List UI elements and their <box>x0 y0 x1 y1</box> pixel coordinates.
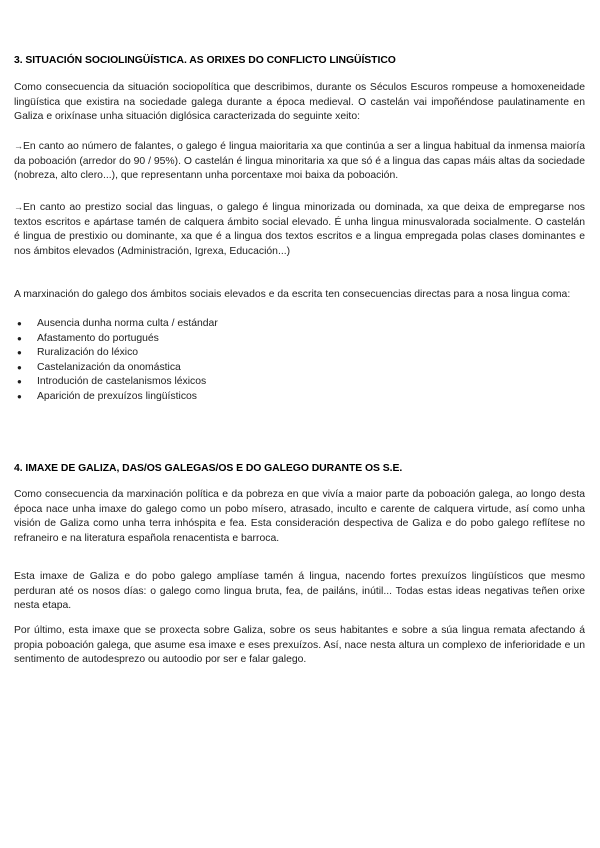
document-page <box>13 0 589 848</box>
list-item: ● Castelanización da onomástica <box>14 361 574 376</box>
list-item: ● Ruralización do léxico <box>14 346 574 361</box>
section-4-heading: 4. IMAXE DE GALIZA, DAS/OS GALEGAS/OS E DO GALEGO DURANTE OS S.E. <box>14 463 403 474</box>
section-3-point-numbers <box>14 139 585 184</box>
point-text: En canto ao prestizo social das linguas, o galego é lingua minorizada ou dominada, xa que deixa de empregarse nos textos escritos e apártase tamén de calquera ámbito social elevado. É unha lingua minusvalorada socialmente. O castelán é lingua de prestixio ou dominante, xa que é a lingua dos textos escritos e a lingua empregada polas clases dominantes e nos ámbitos elevados (Administración, Igrexa, Educación...) <box>14 202 585 257</box>
list-item: ● Introdución de castelanismos léxicos <box>14 375 574 390</box>
list-item: ● Ausencia dunha norma culta / estándar <box>14 317 574 332</box>
section-4-paragraph-3: Por último, esta imaxe que se proxecta sobre Galiza, sobre os seus habitantes e sobre a súa lingua remata afectando á propia poboación galega, que asume esa imaxe e eses prexuízos. Así, nace nesta altura un complexo de inferioridade e un sentimento de autodesprezo ou autoodio por ser e falar galego. <box>14 625 585 665</box>
section-4-paragraph-2: Esta imaxe de Galiza e do pobo galego amplíase tamén á lingua, nacendo fortes prexuízos lingüísticos que mesmo perduran até os nosos días: o galego como lingua bruta, fea, de pailáns, inútil... Todas estas ideas negativas teñen orixe nesta etapa. <box>14 571 585 611</box>
list-item: ● Aparición de prexuízos lingüísticos <box>14 390 574 405</box>
list-item: ● Afastamento do portugués <box>14 332 574 347</box>
section-3-point-prestige <box>14 200 585 259</box>
section-3-intro: Como consecuencia da situación sociopolítica que describimos, durante os Séculos Escuros rompeuse a homoxeneidade lingüística que existira na sociedade galega durante a época medieval. O castelán vai impoñéndose paulatinamente en Galiza e orixínase unha situación diglósica caracterizada do seguinte xeito: <box>14 82 585 122</box>
arrow-icon: → <box>14 202 23 212</box>
point-text: En canto ao número de falantes, o galego é lingua maioritaria xa que continúa a ser a lingua habitual da inmensa maioría da poboación (arredor do 90 / 95%). O castelán é lingua minoritaria xa que só é a lingua das capas máis altas da sociedade (nobreza, alto clero...), que representann unha porcentaxe moi baixa da poboación. <box>14 141 585 181</box>
arrow-icon: → <box>14 141 23 151</box>
section-4-paragraph-1: Como consecuencia da marxinación política e da pobreza en que vivía a maior parte da poboación galega, ao longo desta época nace unha imaxe do galego como un pobo mísero, atrasado, inculto e carente de calquera virtude, así como unha visión de Galiza como unha terra inhóspita e fea. Esta consideración despectiva de Galiza e do pobo galego reflítese no refraneiro e na literatura española renacentista e barroca. <box>14 489 585 544</box>
section-3-marginalization: A marxinación do galego dos ámbitos sociais elevados e da escrita ten consecuencias directas para a nosa lingua coma: <box>14 289 571 300</box>
section-3-heading: 3. SITUACIÓN SOCIOLINGÜÍSTICA. AS ORIXES DO CONFLICTO LINGÜÍSTICO <box>14 55 396 66</box>
consequences-list <box>14 317 574 405</box>
